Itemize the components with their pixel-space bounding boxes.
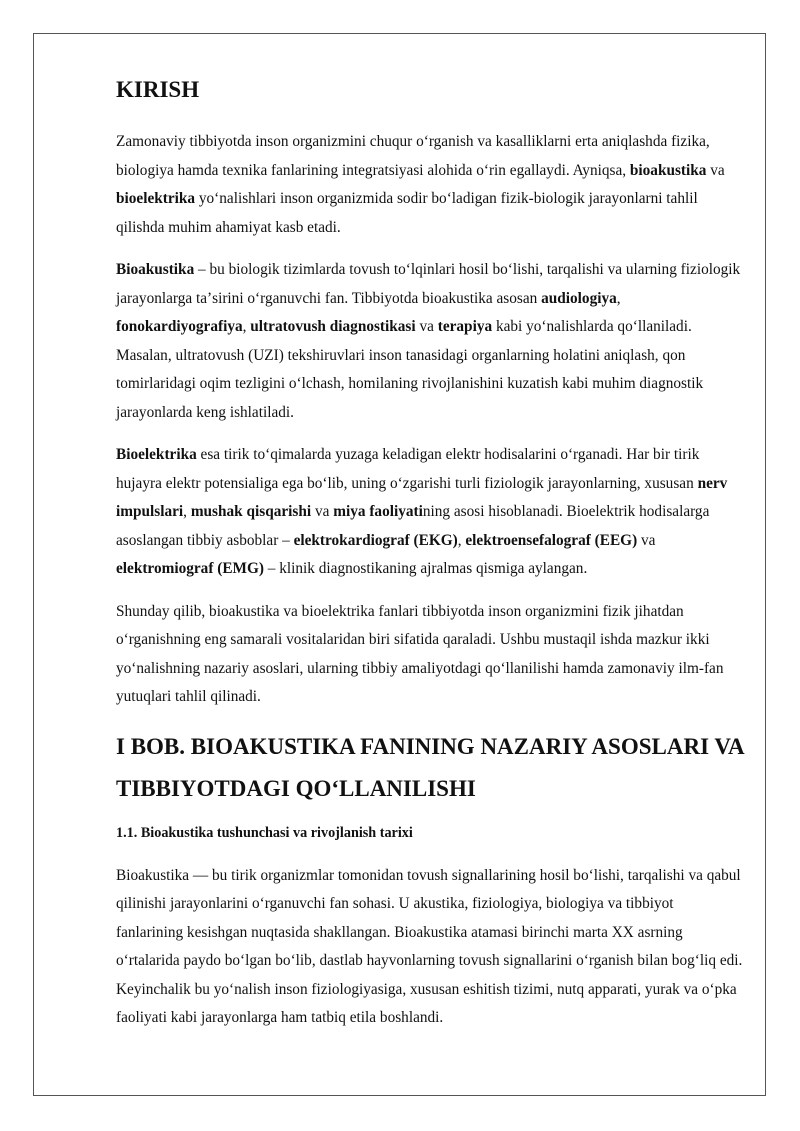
section-paragraph-1: Bioakustika — bu tirik organizmlar tomonidan tovush signallarining hosil boʻlishi, tarqalishi va qabul qilinishi jarayonlarini oʻrganuvchi fan sohasi. U akustika, fiziologiya, biologiya va tibbiyot fanlarining kesishgan nuqtasida shakllangan. Bioakustika atamasi birinchi marta XX asrning oʻrtalarida paydo boʻlgan boʻlib, dastlab hayvonlarning tovush signallarini oʻrganish bilan bogʻliq edi. Keyinchalik bu yoʻnalish inson fiziologiyasiga, xususan eshitish tizimi, nutq apparati, yurak va oʻpka faoliyati kabi jarayonlarga ham tatbiq etila boshlandi. bbox=[116, 866, 743, 1026]
intro-heading: KIRISH bbox=[116, 77, 200, 102]
intro-paragraph-1: Zamonaviy tibbiyotda inson organizmini chuqur oʻrganish va kasalliklarni erta aniqlashda fizika, biologiya hamda texnika fanlarining integratsiyasi alohida oʻrin egallaydi. Ayniqsa, bioakustika va bioelektrika yoʻnalishlari inson organizmida sodir boʻladigan fizik-biologik jarayonlarni tahlil qilishda muhim ahamiyat kasb etadi. bbox=[116, 133, 725, 236]
chapter-title: I BOB. BIOAKUSTIKA FANINING NAZARIY ASOSLARI VA TIBBIYOTDAGI QOʻLLANILISHI bbox=[116, 733, 744, 801]
intro-paragraph-4: Shunday qilib, bioakustika va bioelektrika fanlari tibbiyotda inson organizmini fizik jihatdan oʻrganishning eng samarali vositalaridan biri sifatida qaraladi. Ushbu mustaqil ishda mazkur ikki yoʻnalishning nazariy asoslari, ularning tibbiy amaliyotdagi qoʻllanilishi hamda zamonaviy ilm-fan yutuqlari tahlil qilinadi. bbox=[116, 602, 724, 705]
intro-paragraph-2: Bioakustika – bu biologik tizimlarda tovush toʻlqinlari hosil boʻlishi, tarqalishi va ularning fiziologik jarayonlarga taʼsirini oʻrganuvchi fan. Tibbiyotda bioakustika asosan audiologiya, fonokardiyografiya, ultratovush diagnostikasi va terapiya kabi yoʻnalishlarda qoʻllaniladi. Masalan, ultratovush (UZI) tekshiruvlari inson tanasidagi organlarning holatini aniqlash, qon tomirlaridagi oqim tezligini oʻlchash, homilaning rivojlanishini kuzatish kabi muhim diagnostik jarayonlarda keng ishlatiladi. bbox=[116, 261, 741, 421]
document-body bbox=[116, 74, 744, 1047]
intro-paragraph-3: Bioelektrika esa tirik toʻqimalarda yuzaga keladigan elektr hodisalarini oʻrganadi. Har bir tirik hujayra elektr potensialiga ega boʻlib, uning oʻzgarishi turli fiziologik jarayonlarning, xususan nerv impulslari, mushak qisqarishi va miya faoliyatining asosi hisoblanadi. Bioelektrik hodisalarga asoslangan tibbiy asboblar – elektrokardiograf (EKG), elektroensefalograf (EEG) va elektromiograf (EMG) – klinik diagnostikaning ajralmas qismiga aylangan. bbox=[116, 446, 728, 577]
section-title: 1.1. Bioakustika tushunchasi va rivojlanish tarixi bbox=[116, 824, 413, 841]
